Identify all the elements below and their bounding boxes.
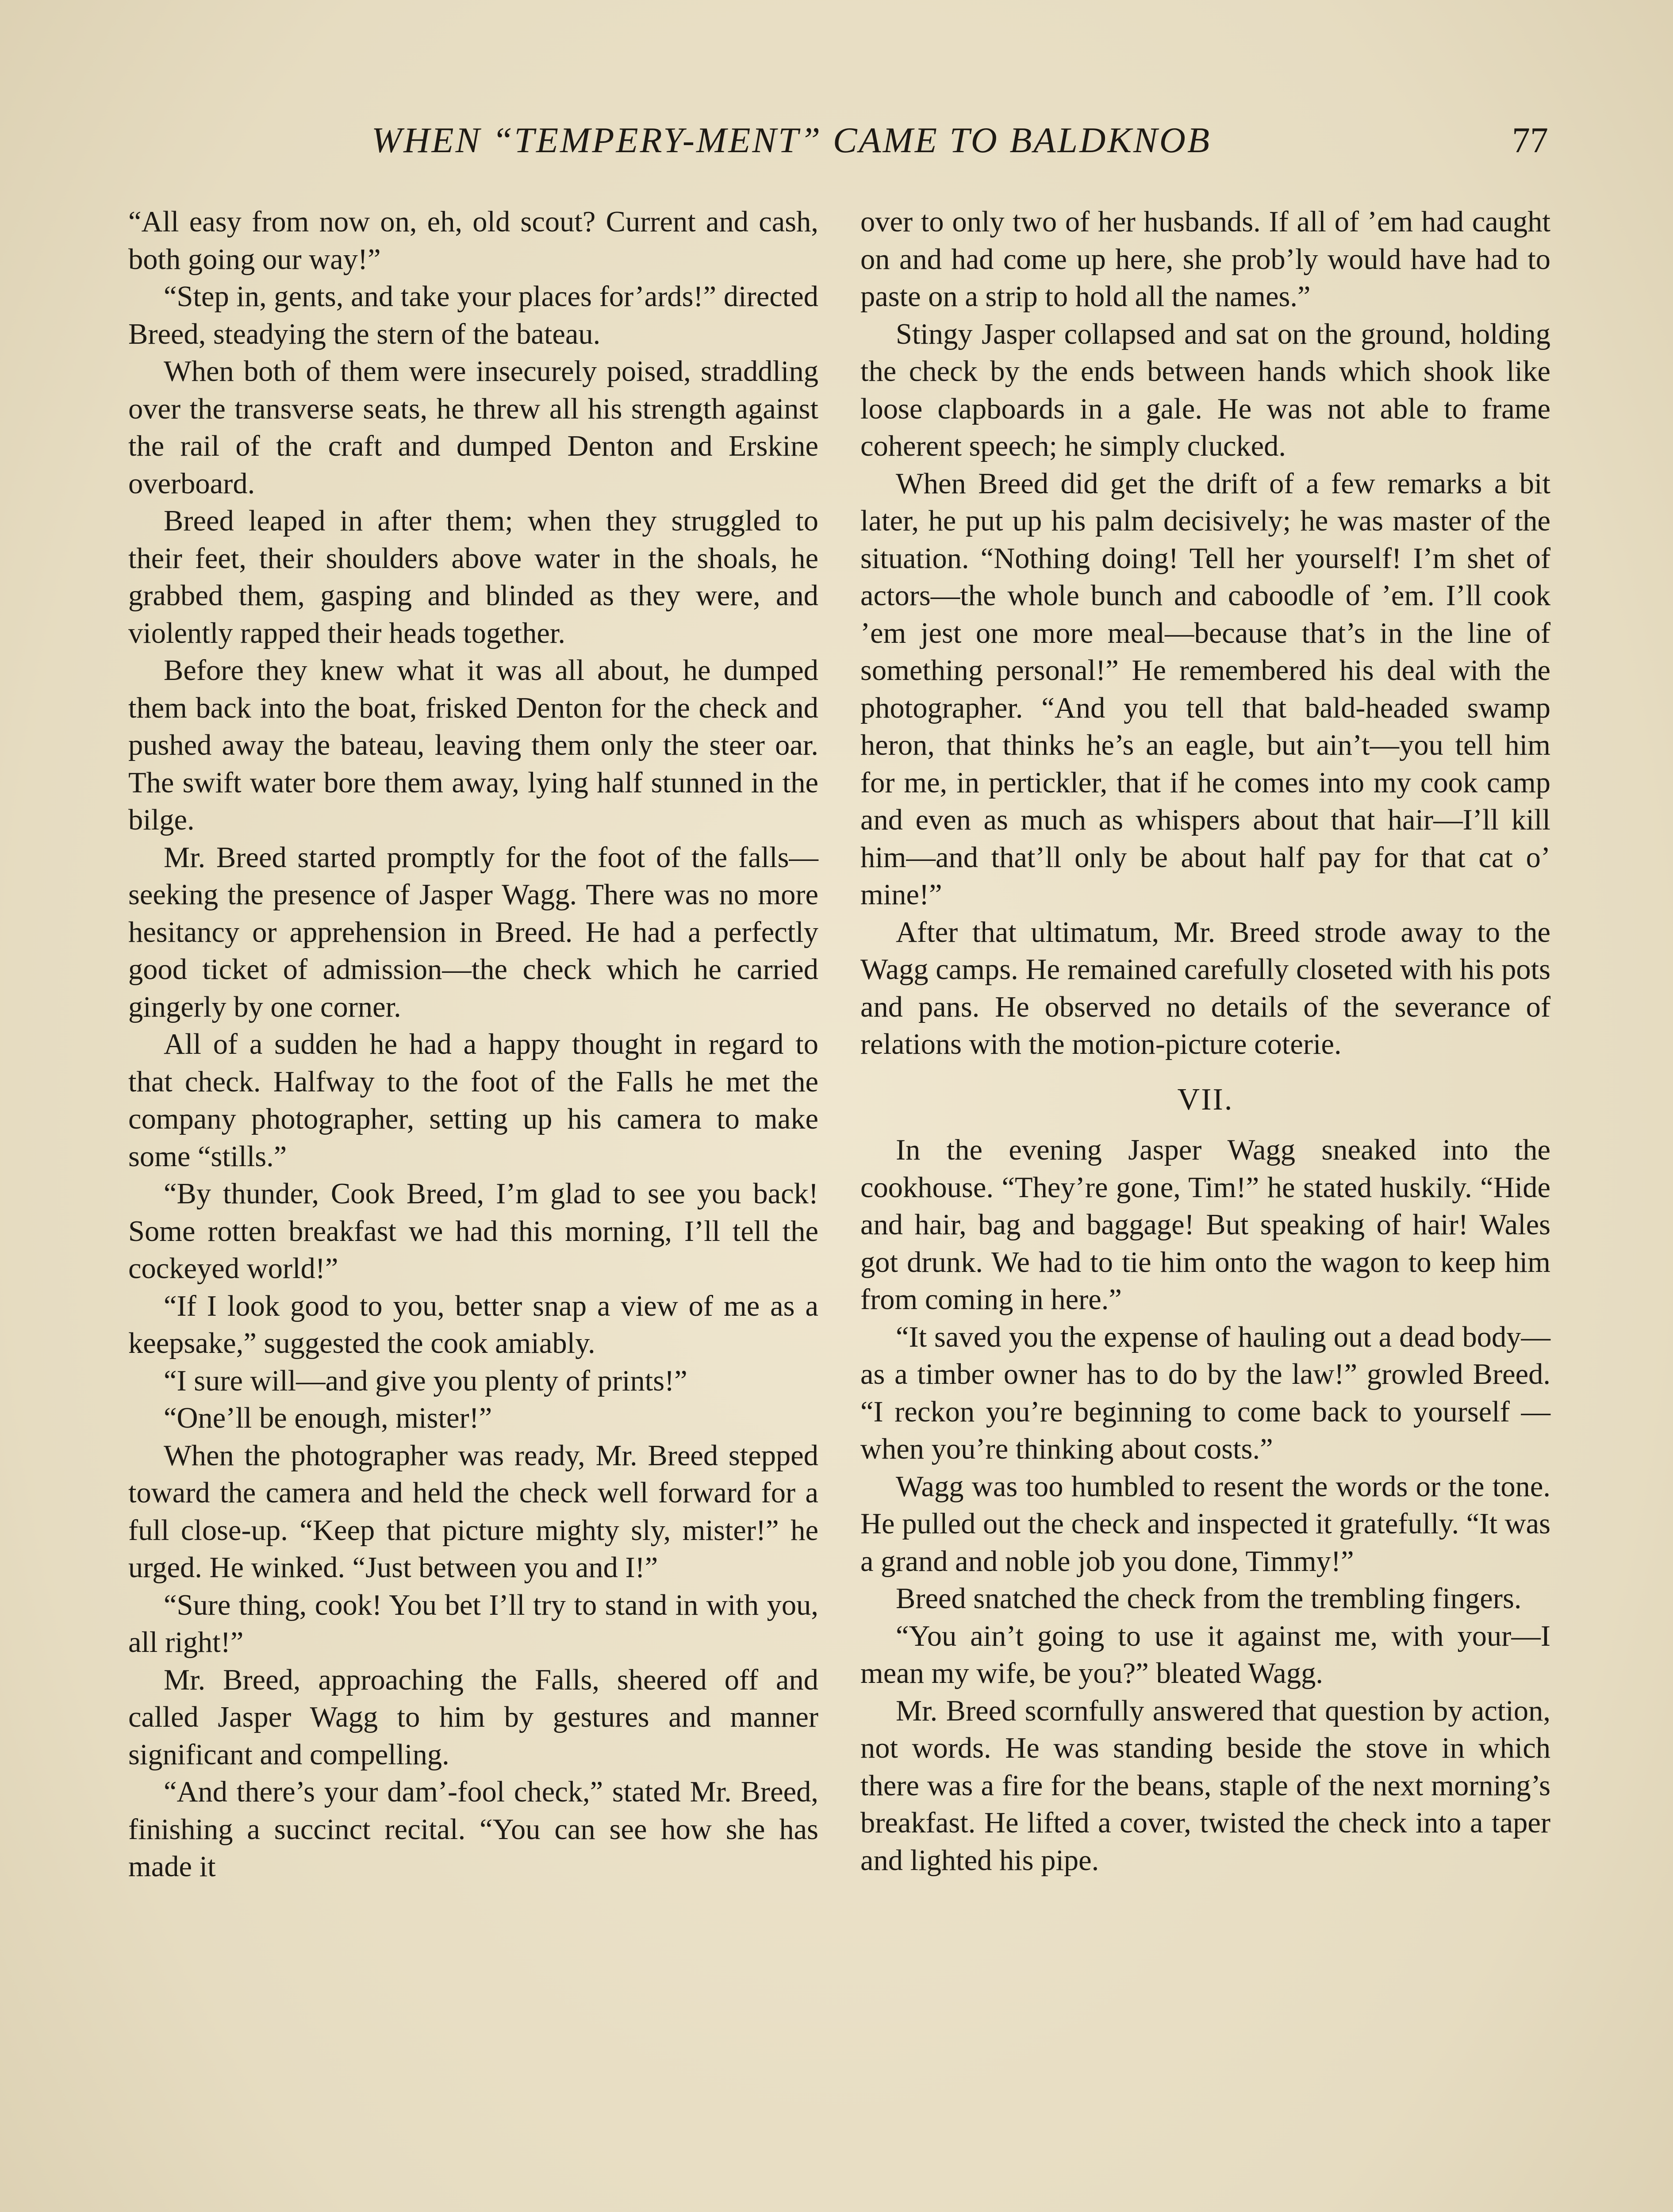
right-column-before-section xyxy=(860,204,1550,1064)
paragraph: “It saved you the expense of hauling out a dead body—as a timber owner has to do by the law!” growled Breed. “I reckon you’re beginning to come back to yourself —when you’re thinking about costs.” xyxy=(860,1321,1550,1465)
right-column-after-section xyxy=(860,1132,1550,1879)
paragraph: “You ain’t going to use it against me, with your—I mean my wife, be you?” bleated Wagg. xyxy=(860,1620,1550,1690)
paragraph: Before they knew what it was all about, he dumped them back into the boat, frisked Denton for the check and pushed away the bateau, leaving them only the steer oar. The swift water bore them away, lying half stunned in the bilge. xyxy=(128,654,818,836)
left-column xyxy=(128,204,818,1886)
paragraph: In the evening Jasper Wagg sneaked into the cookhouse. “They’re gone, Tim!” he stated huskily. “Hide and hair, bag and baggage! But speaking of hair! Wales got drunk. We had to tie him onto the wagon to keep him from coming in here.” xyxy=(860,1134,1550,1316)
paragraph: over to only two of her husbands. If all of ’em had caught on and had come up here, she prob’ly would have had to paste on a strip to hold all the names.” xyxy=(860,206,1550,313)
paragraph: “And there’s your dam’-fool check,” stated Mr. Breed, finishing a succinct recital. “You can see how she has made it xyxy=(128,1776,818,1883)
running-head: WHEN “TEMPERY-MENT” CAME TO BALDKNOB xyxy=(372,120,1212,160)
paragraph: Breed leaped in after them; when they struggled to their feet, their shoulders above water in the shoals, he grabbed them, gasping and blinded as they were, and violently rapped their heads together. xyxy=(128,505,818,649)
right-column xyxy=(860,204,1550,1879)
section-heading: VII. xyxy=(1177,1082,1234,1117)
paragraph: Mr. Breed, approaching the Falls, sheered off and called Jasper Wagg to him by gestures and manner significant and compelling. xyxy=(128,1663,818,1771)
paragraph: When both of them were insecurely poised, straddling over the transverse seats, he threw all his strength against the rail of the craft and dumped Denton and Erskine overboard. xyxy=(128,355,818,500)
paragraph: “By thunder, Cook Breed, I’m glad to see you back! Some rotten breakfast we had this morning, I’ll tell the cockeyed world!” xyxy=(128,1178,818,1285)
page-header xyxy=(124,119,1548,168)
paragraph: Stingy Jasper collapsed and sat on the ground, holding the check by the ends between hands which shook like loose clapboards in a gale. He was not able to frame coherent speech; he simply clucked. xyxy=(860,318,1550,462)
paragraph: After that ultimatum, Mr. Breed strode away to the Wagg camps. He remained carefully closeted with his pots and pans. He observed no details of the severance of relations with the motion-picture coterie. xyxy=(860,916,1550,1060)
paragraph: “All easy from now on, eh, old scout? Current and cash, both going our way!” xyxy=(128,206,818,276)
paragraph: Mr. Breed scornfully answered that question by action, not words. He was standing beside the stove in which there was a fire for the beans, staple of the next morning’s breakfast. He lifted a cover, twisted the check into a taper and lighted his pipe. xyxy=(860,1694,1550,1877)
paragraph: When the photographer was ready, Mr. Breed stepped toward the camera and held the check well forward for a full close-up. “Keep that picture mighty sly, mister!” he urged. He winked. “Just between you and I!” xyxy=(128,1439,818,1584)
paragraph: Mr. Breed started promptly for the foot of the falls—seeking the presence of Jasper Wagg. There was no more hesitancy or apprehension in Breed. He had a perfectly good ticket of admission—the check which he carried gingerly by one corner. xyxy=(128,841,818,1023)
paragraph: “Sure thing, cook! You bet I’ll try to stand in with you, all right!” xyxy=(128,1589,818,1659)
paragraph: Wagg was too humbled to resent the words or the tone. He pulled out the check and inspected it gratefully. “It was a grand and noble job you done, Timmy!” xyxy=(860,1470,1550,1578)
paragraph: When Breed did get the drift of a few remarks a bit later, he put up his palm decisively; he was master of the situation. “Nothing doing! Tell her yourself! I’m shet of actors—the whole bunch and caboodle of ’em. I’ll cook ’em jest one more meal—because that’s in the line of something personal!” He remembered his deal with the photographer. “And you tell that bald-headed swamp heron, that thinks he’s an eagle, but ain’t—you tell him for me, in pertickler, that if he comes into my cook camp and even as much as whispers about that hair—I’ll kill him—and that’ll only be about half pay for that cat o’ mine!” xyxy=(860,467,1550,911)
page-number: 77 xyxy=(1512,120,1548,160)
paragraph: “Step in, gents, and take your places for’ards!” directed Breed, steadying the stern of the bateau. xyxy=(128,280,818,350)
paragraph: Breed snatched the check from the trembling fingers. xyxy=(896,1582,1522,1615)
paragraph: “One’ll be enough, mister!” xyxy=(164,1402,492,1434)
paragraph: “If I look good to you, better snap a view of me as a keepsake,” suggested the cook amiably. xyxy=(128,1290,818,1359)
paragraph: All of a sudden he had a happy thought in regard to that check. Halfway to the foot of the Falls he met the company photographer, setting up his camera to make some “stills.” xyxy=(128,1028,818,1173)
paragraph: “I sure will—and give you plenty of prints!” xyxy=(164,1364,687,1397)
